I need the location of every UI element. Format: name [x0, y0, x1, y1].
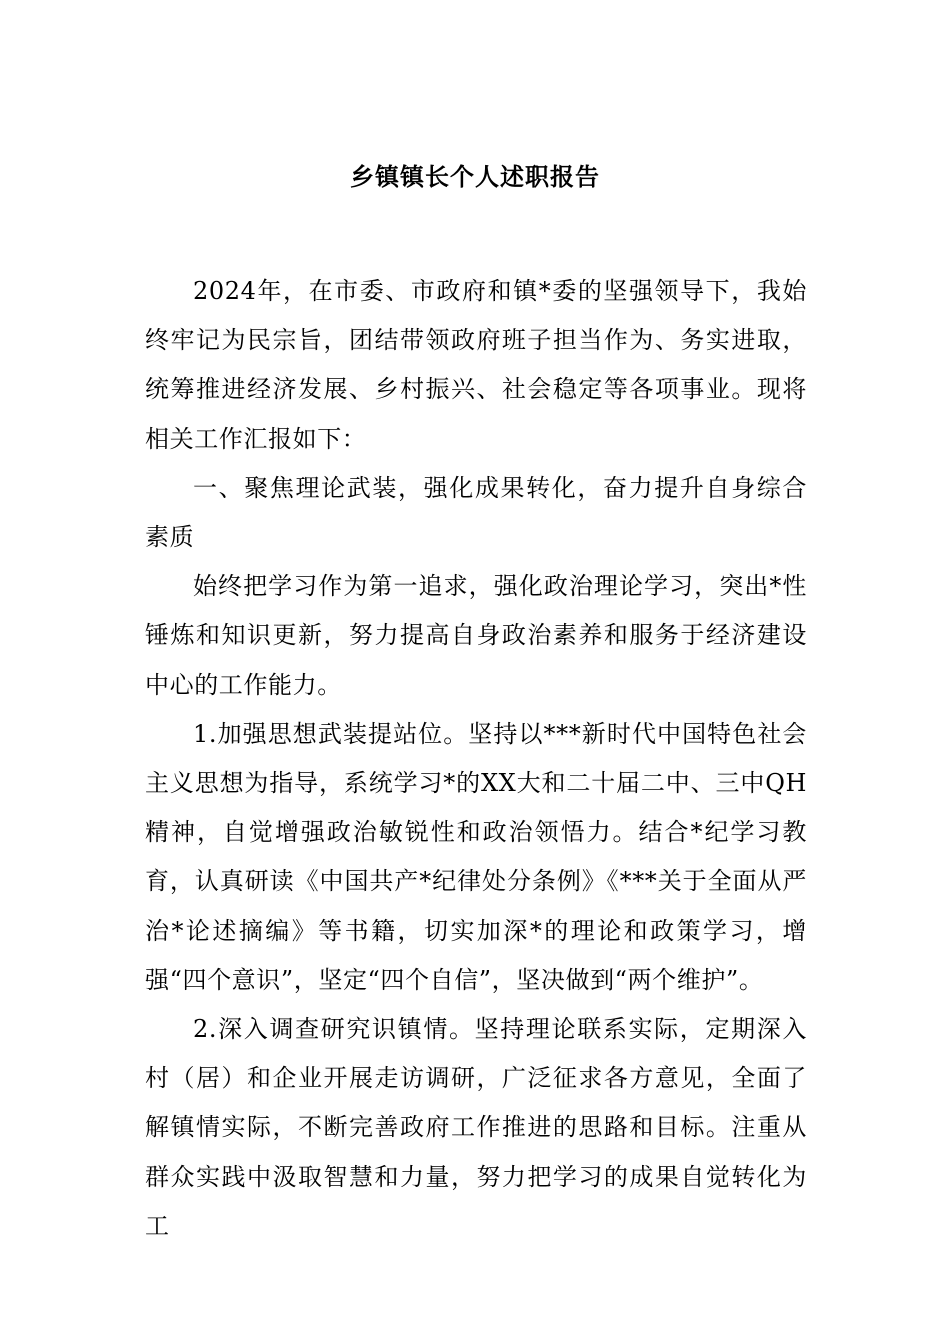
paragraph-item-2: 2.深入调查研究识镇情。坚持理论联系实际，定期深入村（居）和企业开展走访调研，广泛征求各方意见，全面了解镇情实际，不断完善政府工作推进的思路和目标。注重从群众实践中汲取智慧和力量，努力把学习的成果自觉转化为工 [145, 1015, 807, 1240]
section-heading-1: 一、聚焦理论武装，强化成果转化，奋力提升自身综合素质 [145, 473, 807, 552]
document-body [145, 267, 807, 1251]
paragraph-item-1: 1.加强思想武装提站位。坚持以***新时代中国特色社会主义思想为指导，系统学习*的XX大和二十届二中、三中QH精神，自觉增强政治敏锐性和政治领悟力。结合*纪学习教育，认真研读《中国共产*纪律处分条例》《***关于全面从严治*论述摘编》等书籍，切实加深*的理论和政策学习，增强“四个意识”，坚定“四个自信”，坚决做到“两个维护”。 [145, 719, 807, 994]
paragraph-intro: 2024年，在市委、市政府和镇*委的坚强领导下，我始终牢记为民宗旨，团结带领政府班子担当作为、务实进取，统筹推进经济发展、乡村振兴、社会稳定等各项事业。现将相关工作汇报如下： [145, 277, 807, 453]
document-title: 乡镇镇长个人述职报告 [350, 162, 600, 191]
paragraph-study: 始终把学习作为第一追求，强化政治理论学习，突出*性锤炼和知识更新，努力提高自身政治素养和服务于经济建设中心的工作能力。 [145, 572, 807, 699]
